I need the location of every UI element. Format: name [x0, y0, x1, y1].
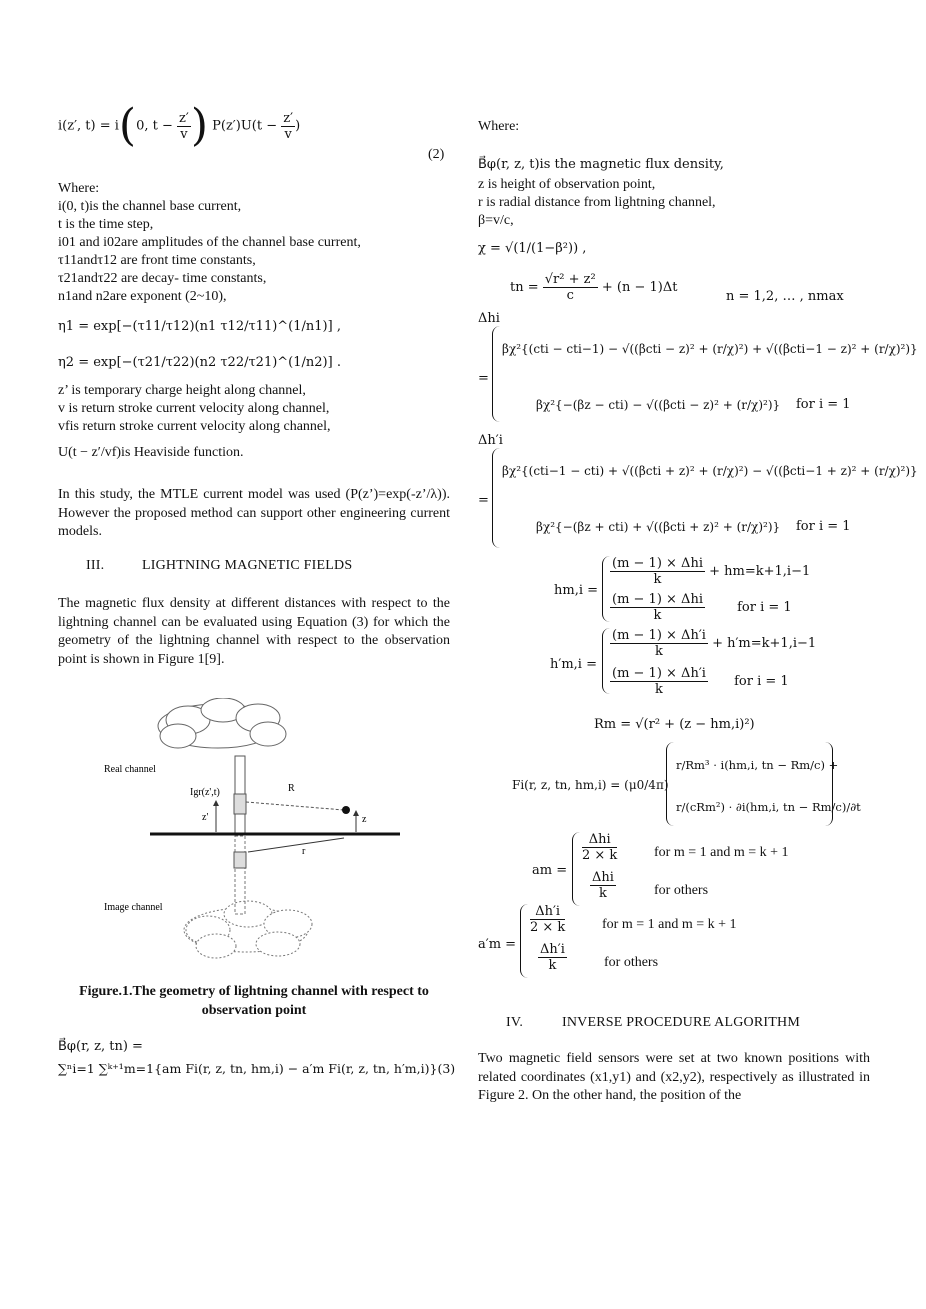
definition-line: r is radial distance from lightning channel,: [478, 195, 716, 210]
observation-point: [342, 806, 350, 814]
hmi-num: (m − 1) × Δhi: [612, 592, 703, 607]
dh-label: Δhi: [478, 311, 500, 326]
definition-line: t is the time step,: [58, 217, 154, 232]
hmi-den: k: [653, 572, 662, 587]
hpmi-num: (m − 1) × Δh′i: [612, 666, 706, 681]
dhp-equals: =: [478, 493, 489, 508]
paragraph-inverse: Two magnetic field sensors were set at two known positions with related coordinates (x1,y1) and (x2,y2), respectively as illustrated in Figure 2. On the other hand, the position of the: [478, 1051, 870, 1103]
apm-den2: k: [548, 958, 557, 973]
definition-line: U(t − z′/vf)is Heaviside function.: [58, 445, 244, 460]
eq2-frac-num: z′: [179, 110, 189, 126]
eta1-equation: η1 = exp⁡[−(τ11/τ12)(n1 τ12/τ11)^(1/n1)] ,: [58, 319, 341, 334]
apm-den1: 2 × k: [530, 920, 566, 935]
image-cloud: [184, 901, 312, 958]
lightning-channel-figure: [98, 698, 418, 966]
section-heading-title: LIGHTNING MAGNETIC FIELDS: [142, 558, 353, 573]
current-label: Igr(z',t): [190, 787, 220, 798]
am-cond1: for m = 1 and m = k + 1: [654, 845, 789, 860]
z-prime-arrowhead: [213, 800, 219, 806]
definition-line: vfis return stroke current velocity along channel,: [58, 419, 331, 434]
hpmi-add: + h′m=k+1,i−1: [712, 636, 817, 651]
eta2-equation: η2 = exp⁡[−(τ21/τ22)(n2 τ22/τ21)^(1/n2)] .: [58, 355, 341, 370]
hpmi-den: k: [655, 644, 663, 659]
Rm-equation: Rm = √(r² + (z − hm,i)²): [594, 717, 755, 732]
section-heading-number: IV.: [506, 1015, 524, 1030]
apm-case1: [530, 904, 565, 935]
real-cloud: [158, 698, 286, 748]
dhp-condition: for i = 1: [796, 519, 851, 534]
where-label: Where:: [58, 181, 100, 196]
definition-line: z’ is temporary charge height along channel,: [58, 383, 306, 398]
current-element: [234, 794, 246, 814]
definition-line: i01 and i02are amplitudes of the channel base current,: [58, 235, 361, 250]
definition-line: i(0, t)is the channel base current,: [58, 199, 242, 214]
dhp-label: Δh′i: [478, 433, 503, 448]
r-arrow: [248, 838, 344, 852]
hpmi-case2: [610, 666, 789, 697]
definition-line: B⃗φ(r, z, t)is the magnetic flux density,: [478, 157, 724, 172]
equation-3-line1: B⃗φ(r, z, tn) =: [58, 1039, 143, 1054]
apm-num2: Δh′i: [540, 942, 565, 957]
where-label: Where:: [478, 119, 520, 134]
hmi-case1: [610, 556, 810, 587]
dhp-line2: βχ²{−(βz + cti) + √((βcti + z)² + (r/χ)²)}: [536, 520, 781, 534]
tn-rest: + (n − 1)Δt: [601, 280, 678, 295]
am-den1: 2 × k: [582, 848, 618, 863]
eq2-part: ): [295, 118, 301, 134]
tn-den: c: [566, 288, 574, 303]
hpmi-num: (m − 1) × Δh′i: [612, 628, 706, 643]
am-label: am =: [532, 863, 568, 878]
dh-brace: [492, 326, 501, 422]
am-case2: [590, 870, 616, 901]
apm-cond2: for others: [604, 955, 659, 970]
dhp-brace: [492, 448, 501, 548]
z-arrowhead: [353, 810, 359, 816]
dh-line2: βχ²{−(βz − cti) − √((βcti − z)² + (r/χ)²)}: [536, 398, 781, 412]
real-channel-label: Real channel: [104, 764, 156, 775]
dh-condition: for i = 1: [796, 397, 851, 412]
section-heading-title: INVERSE PROCEDURE ALGORITHM: [562, 1015, 800, 1030]
hmi-case2: [610, 592, 792, 623]
am-den2: k: [599, 886, 607, 901]
hmi-num: (m − 1) × Δhi: [612, 556, 703, 571]
paragraph-magnetic-flux: The magnetic flux density at different distances with respect to the lightning channel can be evaluated using Equation (3) for which the geometry of the lightning channel with respect to the observation point is shown in Figure 1[9].: [58, 596, 450, 667]
paragraph-mtle: In this study, the MTLE current model was used (P(z’)=exp(-z’/λ)). However the proposed method can support other engineering current models.: [58, 487, 450, 539]
r-label: r: [302, 846, 306, 857]
apm-brace: [520, 904, 529, 978]
am-brace: [572, 832, 581, 906]
section-heading-number: III.: [86, 558, 105, 573]
am-num2: Δhi: [592, 870, 614, 885]
hmi-den: k: [653, 608, 662, 623]
hpmi-label: h′m,i =: [550, 657, 597, 672]
apm-num1: Δh′i: [530, 904, 565, 920]
definition-line: v is return stroke current velocity along channel,: [58, 401, 330, 416]
hpmi-case1: [610, 628, 816, 659]
tn-num: √r² + z²: [544, 272, 596, 287]
dh-line1: βχ²{(cti − cti−1) − √((βcti − z)² + (r/χ)²) + √((βcti−1 − z)² + (r/χ)²)}: [502, 342, 918, 356]
eq2-frac-den: v: [284, 126, 292, 142]
definition-line: β=v/c,: [478, 213, 514, 228]
image-channel-label: Image channel: [104, 902, 163, 913]
hmi-label: hm,i =: [554, 583, 599, 598]
am-cond2: for others: [654, 883, 709, 898]
Fi-label: Fi(r, z, tn, hm,i) = (μ0/4π): [512, 778, 669, 792]
eq2-frac-den: v: [180, 126, 188, 142]
definition-line: τ11andτ12 are front time constants,: [58, 253, 256, 268]
figure-caption: Figure.1.The geometry of lightning channel with respect to observation point: [79, 984, 429, 1018]
equation-3-line2: ∑ⁿi=1 ∑ᵏ⁺¹m=1{am Fi(r, z, tn, hm,i) − a′m Fi(r, z, tn, h′m,i)}(3): [58, 1061, 456, 1076]
equation-2: i(z′, t) = i(0, t − $\frac{z'}{v}$ ) P(z′)U(t − $\frac{z'}{v}$ ): [58, 100, 301, 151]
am-num1: Δhi: [582, 832, 617, 848]
equation-number-2: (2): [428, 147, 445, 162]
chi-equation: χ = √(1/(1−β²)) ,: [478, 241, 587, 256]
z-label: z: [362, 814, 367, 825]
apm-case2: [538, 942, 567, 973]
R-label: R: [288, 783, 295, 794]
definition-line: n1and n2are exponent (2~10),: [58, 289, 227, 304]
tn-range: n = 1,2, … , nmax: [726, 289, 844, 304]
dh-equals: =: [478, 371, 489, 386]
hpmi-den: k: [655, 682, 663, 697]
hmi-cond: for i = 1: [737, 600, 792, 615]
Fi-top: r/Rm³ · i(hm,i, tn − Rm/c) +: [676, 758, 839, 772]
eq2-part: P(z′)U(t −: [212, 118, 278, 134]
image-current-element: [234, 852, 246, 868]
eq2-part: i(z′, t) = i: [58, 118, 119, 134]
apm-cond1: for m = 1 and m = k + 1: [602, 917, 737, 932]
R-line: [246, 802, 344, 810]
apm-label: a′m =: [478, 937, 517, 952]
z-prime-label: z': [202, 812, 209, 823]
hpmi-cond: for i = 1: [734, 674, 789, 689]
hmi-add: + hm=k+1,i−1: [709, 564, 811, 579]
eq2-part: 0, t −: [136, 118, 173, 134]
eq2-frac-num: z′: [283, 110, 294, 126]
Fi-bottom: r/(cRm²) · ∂i(hm,i, tn − Rm/c)/∂t: [676, 800, 861, 814]
definition-line: τ21andτ22 are decay- time constants,: [58, 271, 267, 286]
dhp-line1: βχ²{(cti−1 − cti) + √((βcti + z)² + (r/χ)²) − √((βcti−1 + z)² + (r/χ)²)}: [502, 464, 918, 478]
tn-lhs: tn =: [510, 280, 539, 295]
tn-equation: [478, 272, 677, 303]
am-case1: [582, 832, 617, 863]
definition-line: z is height of observation point,: [478, 177, 656, 192]
Fi-brace: [666, 742, 675, 826]
